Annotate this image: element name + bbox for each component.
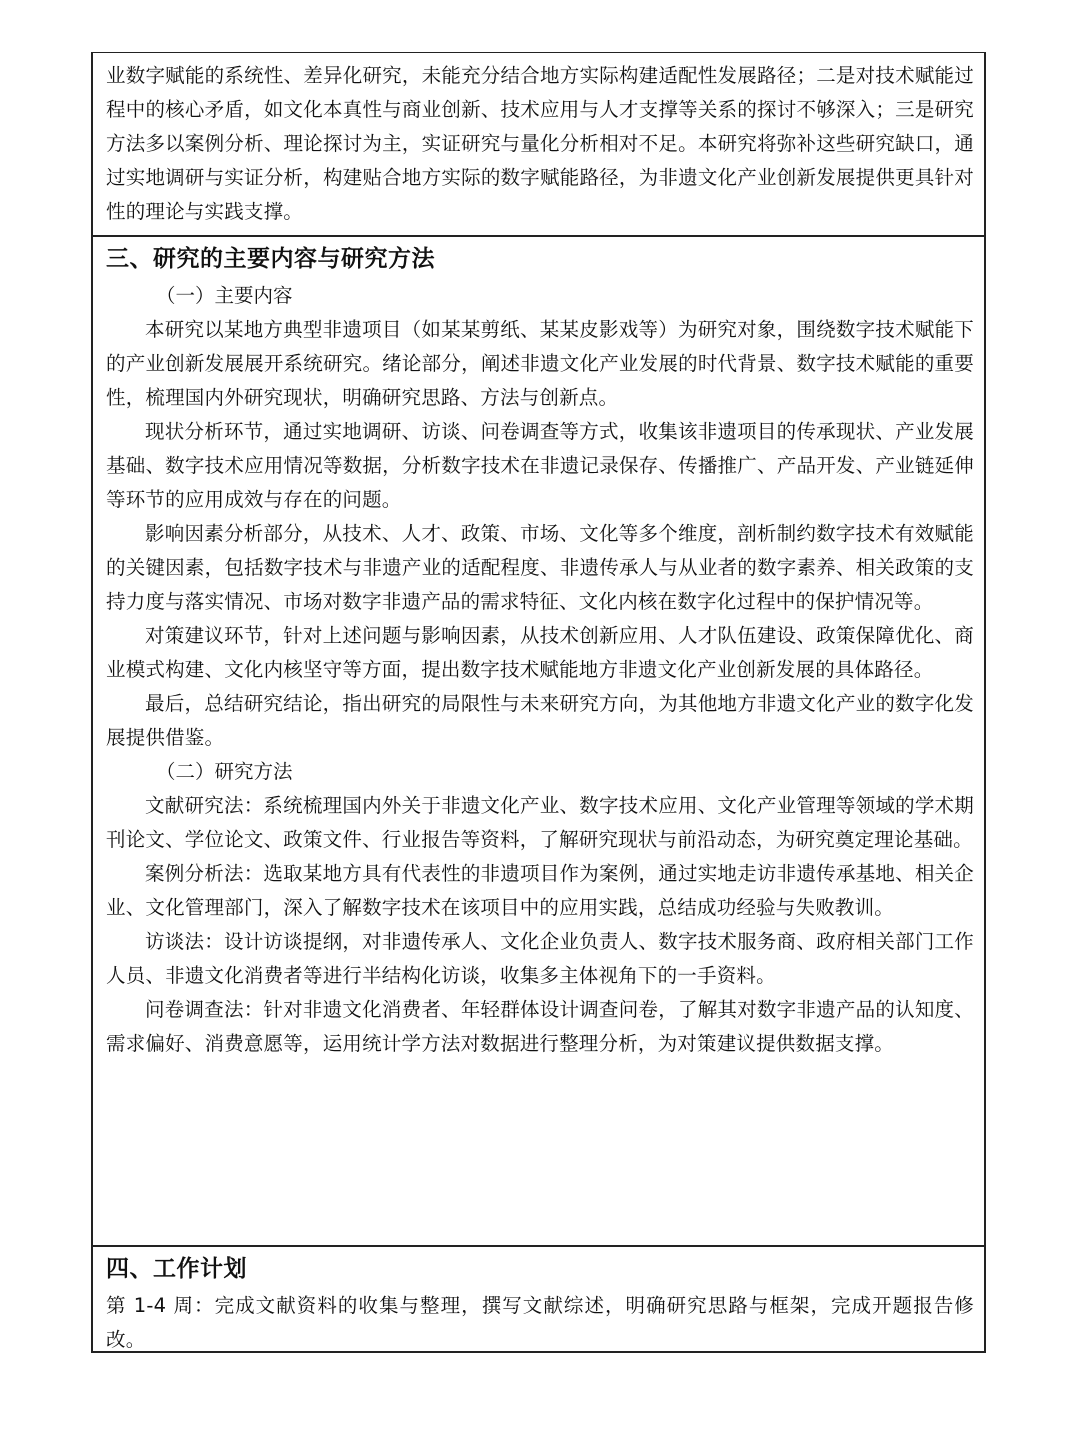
- section3-sub2-title: （二）研究方法: [156, 760, 293, 783]
- method-paragraph: 访谈法：设计访谈提纲，对非遗传承人、文化企业负责人、数字技术服务商、政府相关部门工作人员、非遗文化消费者等进行半结构化访谈，收集多主体视角下的一手资料。: [106, 930, 974, 987]
- method-paragraph: 案例分析法：选取某地方具有代表性的非遗项目作为案例，通过实地走访非遗传承基地、相关企业、文化管理部门，深入了解数字技术在该项目中的应用实践，总结成功经验与失败教训。: [106, 862, 974, 919]
- section3-sub1-title: （一）主要内容: [156, 284, 293, 307]
- method-paragraph: 文献研究法：系统梳理国内外关于非遗文化产业、数字技术应用、文化产业管理等领域的学术期刊论文、学位论文、政策文件、行业报告等资料，了解研究现状与前沿动态，为研究奠定理论基础。: [106, 794, 974, 851]
- section3-title: 三、研究的主要内容与研究方法: [106, 246, 435, 272]
- method-paragraph: 问卷调查法：针对非遗文化消费者、年轻群体设计调查问卷，了解其对数字非遗产品的认知度、需求偏好、消费意愿等，运用统计学方法对数据进行整理分析，为对策建议提供数据支撑。: [106, 998, 974, 1055]
- prev-section-paragraph: 业数字赋能的系统性、差异化研究，未能充分结合地方实际构建适配性发展路径；二是对技术赋能过程中的核心矛盾，如文化本真性与商业创新、技术应用与人才支撑等关系的探讨不够深入；三是研究方法多以案例分析、理论探讨为主，实证研究与量化分析相对不足。本研究将弥补这些研究缺口，通过实地调研与实证分析，构建贴合地方实际的数字赋能路径，为非遗文化产业创新发展提供更具针对性的理论与实践支撑。: [106, 64, 974, 223]
- section-divider-2: [93, 1245, 984, 1247]
- content-paragraph: 本研究以某地方典型非遗项目（如某某剪纸、某某皮影戏等）为研究对象，围绕数字技术赋能下的产业创新发展展开系统研究。绪论部分，阐述非遗文化产业发展的时代背景、数字技术赋能的重要性，梳理国内外研究现状，明确研究思路、方法与创新点。: [106, 318, 974, 409]
- content-paragraph: 现状分析环节，通过实地调研、访谈、问卷调查等方式，收集该非遗项目的传承现状、产业发展基础、数字技术应用情况等数据，分析数字技术在非遗记录保存、传播推广、产品开发、产业链延伸等环节的应用成效与存在的问题。: [106, 420, 974, 511]
- section3-block: [93, 239, 984, 1061]
- section4-block: [93, 1249, 984, 1357]
- content-paragraph: 最后，总结研究结论，指出研究的局限性与未来研究方向，为其他地方非遗文化产业的数字化发展提供借鉴。: [106, 692, 974, 749]
- content-paragraph: 影响因素分析部分，从技术、人才、政策、市场、文化等多个维度，剖析制约数字技术有效赋能的关键因素，包括数字技术与非遗产业的适配程度、非遗传承人与从业者的数字素养、相关政策的支持力度与落实情况、市场对数字非遗产品的需求特征、文化内核在数字化过程中的保护情况等。: [106, 522, 974, 613]
- prev-section-block: [93, 59, 984, 229]
- section4-title: 四、工作计划: [106, 1256, 247, 1282]
- section4-paragraph: 第 1-4 周：完成文献资料的收集与整理，撰写文献综述，明确研究思路与框架，完成开题报告修改。: [106, 1294, 974, 1351]
- document-table-frame: [91, 52, 986, 1353]
- content-paragraph: 对策建议环节，针对上述问题与影响因素，从技术创新应用、人才队伍建设、政策保障优化、商业模式构建、文化内核坚守等方面，提出数字技术赋能地方非遗文化产业创新发展的具体路径。: [106, 624, 974, 681]
- section-divider-1: [93, 235, 984, 237]
